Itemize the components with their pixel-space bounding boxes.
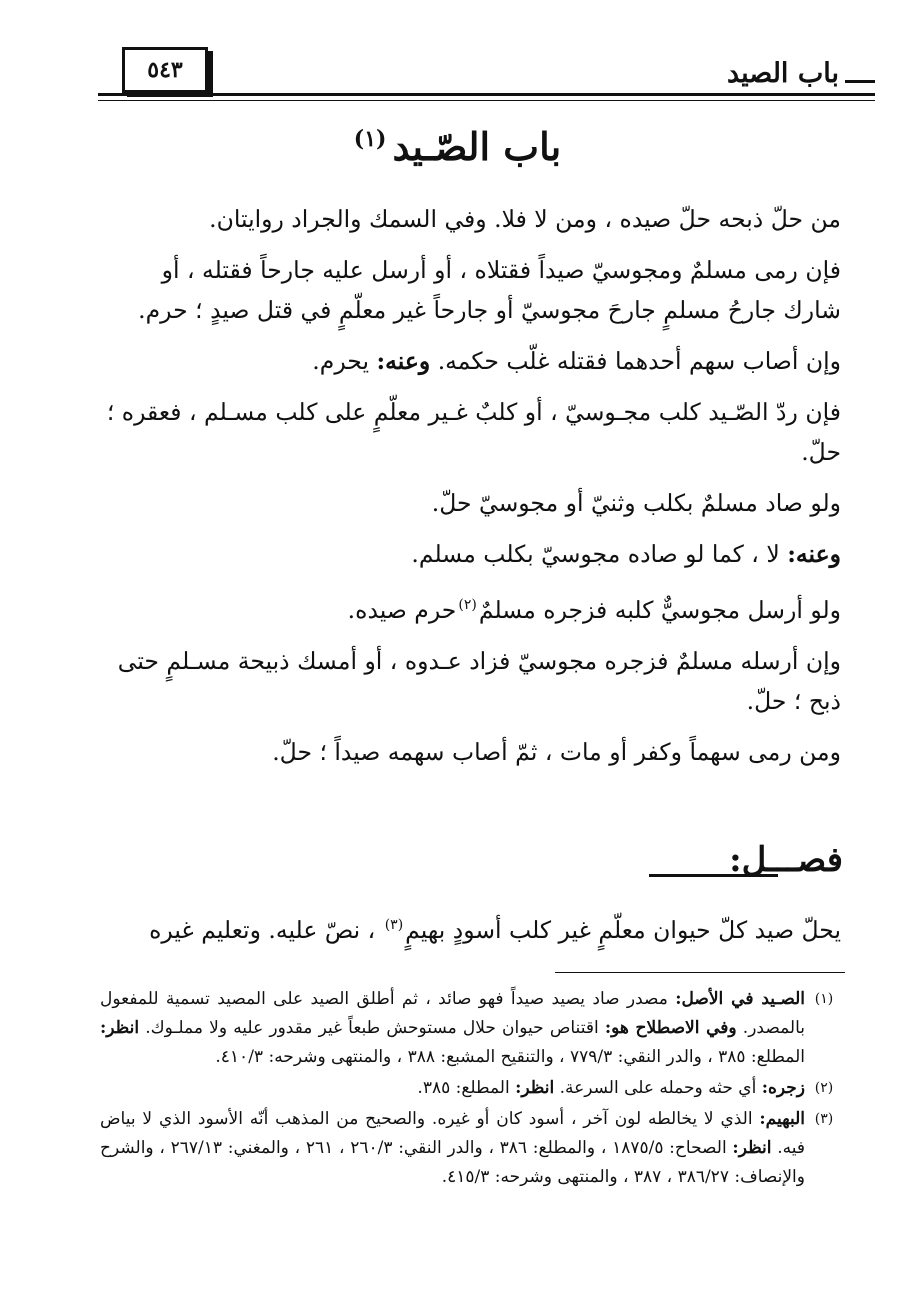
paragraph-1 [100,199,841,239]
paragraph-text: فإن ردّ الصّـيد كلب مجـوسيّ ، أو كلبٌ غـير معلّمٍ على كلب مسـلم ، فعقره ؛ حلّ. [106,398,841,466]
section-heading [603,840,843,880]
section-heading-text: فصـــل: [729,840,843,880]
footnote-text: المطلع: ٣٨٥ ، والدر النقي: ٧٧٩/٣ ، والتنقيح المشبع: ٣٨٨ ، والمنتهى وشرحه: ٤١٠/٣. [215,1047,805,1067]
paragraph-2 [100,250,841,330]
footnote-number: (١) [814,991,834,1007]
paragraph-5 [100,483,841,523]
header-rule-thick [98,93,875,96]
footnote-number: (٢) [814,1080,834,1096]
footnote-2 [100,1074,843,1103]
section-first-line [100,905,841,950]
footnote-text: المطلع: ٣٨٥. [417,1078,516,1098]
footnote-term: وفي الاصطلاح هو: [604,1018,737,1038]
footnote-term: الصـيد في الأصل: [675,989,805,1009]
body-text [100,199,841,783]
paragraph-tail: لا ، كما لو صاده مجوسيّ بكلب مسلم. [411,540,788,568]
paragraph-4 [100,392,841,472]
paragraph-tail: يحرم. [312,347,377,375]
section-text: يحلّ صيد كلّ حيوان معلّمٍ غير كلب أسودٍ بهيمٍ [405,916,841,944]
footnotes [100,985,843,1194]
chapter-title [0,124,915,169]
paragraph-text: وإن أرسله مسلمٌ فزجره مجوسيّ فزاد عـدوه ، أو أمسك ذبيحة مسـلمٍ حتى ذبح ؛ حلّ. [117,647,841,715]
paragraph-text: وإن أصاب سهم أحدهما فقتله غلّب حكمه. [430,347,841,375]
paragraph-7 [100,585,841,630]
footnote-body [100,1105,805,1192]
paragraph-text: ولو صاد مسلمٌ بكلب وثنيّ أو مجوسيّ حلّ. [431,489,841,517]
footnote-ref: (٢) [458,597,477,613]
footnote-text: مصدر صاد يصيد صيداً فهو صائد ، ثم أطلق الصيد على المصيد تسمية للمفعول بالمصدر. [100,989,805,1038]
paragraph-text: ولو أرسل مجوسيٌّ كلبه فزجره مسلمٌ [478,596,841,624]
paragraph-text: ومن رمى سهماً وكفر أو مات ، ثمّ أصاب سهمه صيداً ؛ حلّ. [272,738,841,766]
page-number: ٥٤٣ [147,57,183,83]
footnote-1 [100,985,843,1072]
footnote-text: أي حثه وحمله على السرعة. [554,1078,762,1098]
footnote-text: الصحاح: ١٨٧٥/٥ ، والمطلع: ٣٨٦ ، والدر النقي: ٢٦٠/٣ ، ٢٦١ ، والمغني: ٢٦٧/١٣ ، والشرح والإنصاف: ٣٨٦/٢٧ ، ٣٨٧ ، والمنتهى وشرحه: ٤١٥/٣. [100,1138,805,1187]
paragraph-bold-term: وعنه: [376,347,431,375]
footnote-term: انظر: [515,1078,555,1098]
footnote-body [100,1074,805,1103]
footnote-number: (٣) [814,1111,834,1127]
paragraph-6 [100,534,841,574]
page-number-box [122,47,208,93]
chapter-footnote-ref: (١) [353,126,387,152]
paragraph-9 [100,732,841,772]
footnote-term: زجره: [761,1078,805,1098]
paragraph-bold-term: وعنه: [787,540,841,568]
paragraph-8 [100,641,841,721]
section-heading-rule [649,874,778,877]
footnote-text: اقتناص حيوان حلال مستوحش طبعاً غير مقدور عليه ولا مملـوك. [139,1018,605,1038]
footnote-3 [100,1105,843,1192]
footnote-separator [555,972,845,973]
header-rule-thin [98,100,875,101]
section-text-tail: ، نصّ عليه. وتعليم غيره [149,916,383,944]
footnote-ref: (٣) [384,917,404,933]
paragraph-text: فإن رمى مسلمٌ ومجوسيّ صيداً فقتلاه ، أو أرسل عليه جارحاً فقتله ، أو شارك جارحُ مسلمٍ جارحَ مجوسيّ أو جارحاً غير معلّمٍ في قتل صيدٍ ؛ حرم. [138,256,841,324]
running-title-dash [845,80,875,83]
paragraph-text: من حلّ ذبحه حلّ صيده ، ومن لا فلا. وفي السمك والجراد روايتان. [209,205,841,233]
footnote-text: الذي لا يخالطه لون آخر ، أسود كان أو غيره. والصحيح من المذهب أنّه الأسود الذي لا بياض فيه. [100,1109,805,1158]
footnote-term: البهيم: [759,1109,805,1129]
footnote-body [100,985,805,1072]
chapter-title-text: باب الصّـيد [392,124,562,169]
footnote-term: انظر: [732,1138,772,1158]
paragraph-3 [100,341,841,381]
paragraph-tail: حرم صيده. [347,596,457,624]
footnote-term: انظر: [100,1018,140,1038]
running-title: باب الصيد [726,58,839,89]
